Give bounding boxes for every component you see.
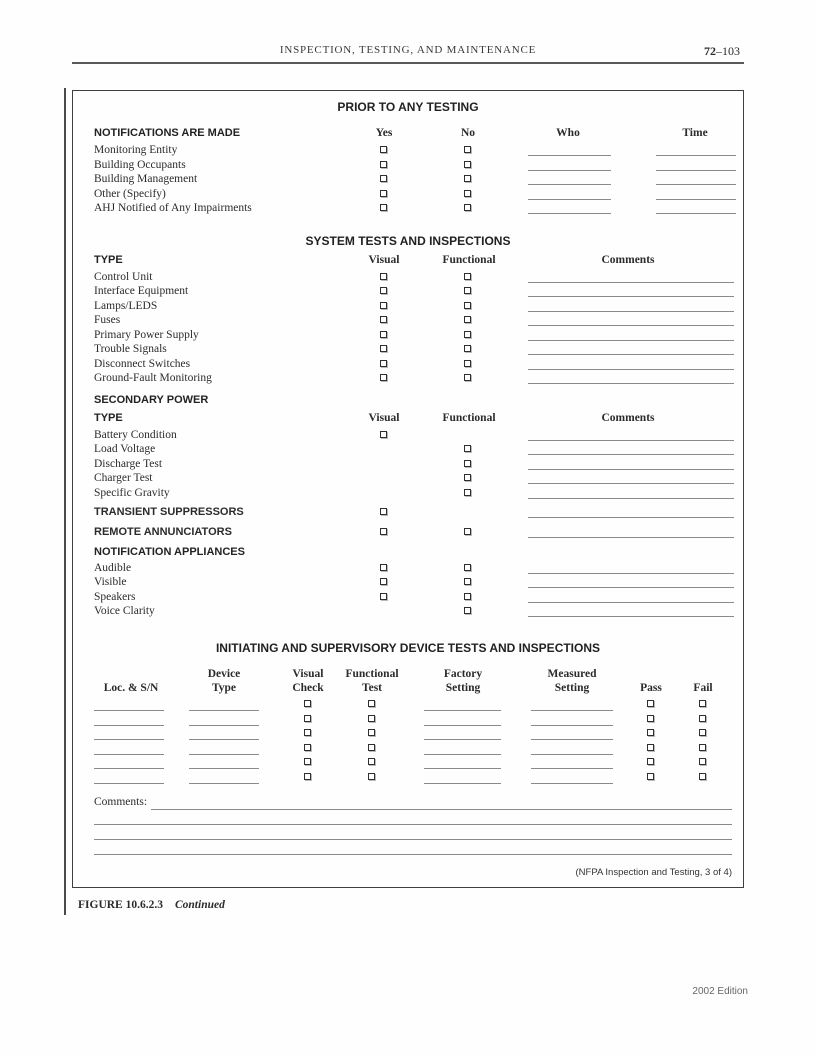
loc-sn-field[interactable] bbox=[94, 756, 164, 769]
fail-checkbox[interactable] bbox=[699, 758, 706, 765]
comments-field[interactable] bbox=[528, 284, 734, 297]
functional-checkbox[interactable] bbox=[464, 474, 471, 481]
device-row bbox=[73, 697, 743, 712]
functional-checkbox[interactable] bbox=[464, 316, 471, 323]
secondary-power-row bbox=[73, 428, 743, 443]
fail-checkbox[interactable] bbox=[699, 715, 706, 722]
comments-write-line[interactable] bbox=[151, 797, 732, 810]
system-tests-header-row bbox=[73, 254, 743, 268]
secondary-power-row bbox=[73, 457, 743, 472]
comments-field[interactable] bbox=[528, 561, 734, 574]
appliance-row bbox=[73, 590, 743, 605]
col-header-comments: Comments bbox=[601, 411, 655, 424]
loc-sn-field[interactable] bbox=[94, 698, 164, 711]
time-field[interactable] bbox=[656, 201, 736, 214]
who-field[interactable] bbox=[528, 187, 611, 200]
factory-setting-field[interactable] bbox=[424, 742, 501, 755]
pass-checkbox[interactable] bbox=[647, 758, 654, 765]
fail-checkbox[interactable] bbox=[699, 773, 706, 780]
visual-check-checkbox[interactable] bbox=[304, 758, 311, 765]
running-header bbox=[72, 44, 744, 60]
functional-checkbox[interactable] bbox=[464, 460, 471, 467]
type-label: TYPE bbox=[94, 411, 123, 424]
visual-checkbox[interactable] bbox=[380, 287, 387, 294]
visual-checkbox[interactable] bbox=[380, 331, 387, 338]
visual-check-checkbox[interactable] bbox=[304, 700, 311, 707]
row-label: Audible bbox=[94, 561, 132, 574]
col-header-device-type: Device Type bbox=[207, 668, 241, 694]
yes-checkbox[interactable] bbox=[380, 161, 387, 168]
comments-field[interactable] bbox=[528, 442, 734, 455]
col-header-functional: Functional bbox=[442, 411, 496, 424]
notification-row bbox=[73, 201, 743, 216]
inspection-form bbox=[72, 90, 744, 888]
visual-checkbox[interactable] bbox=[380, 273, 387, 280]
row-label: Load Voltage bbox=[94, 443, 156, 455]
col-header-pass: Pass bbox=[640, 681, 662, 694]
row-label: Primary Power Supply bbox=[94, 328, 199, 341]
page-number-page: –103 bbox=[716, 44, 740, 58]
row-label: AHJ Notified of Any Impairments bbox=[94, 202, 252, 214]
pass-checkbox[interactable] bbox=[647, 729, 654, 736]
figure-label: FIGURE 10.6.2.3 bbox=[78, 899, 163, 911]
row-label: Ground-Fault Monitoring bbox=[94, 372, 212, 384]
time-field[interactable] bbox=[656, 187, 736, 200]
yes-checkbox[interactable] bbox=[380, 146, 387, 153]
who-field[interactable] bbox=[528, 172, 611, 185]
functional-checkbox[interactable] bbox=[464, 302, 471, 309]
measured-setting-field[interactable] bbox=[531, 727, 613, 740]
measured-setting-field[interactable] bbox=[531, 698, 613, 711]
comments-field[interactable] bbox=[528, 604, 734, 617]
secondary-power-header-row bbox=[73, 412, 743, 426]
device-type-field[interactable] bbox=[189, 771, 259, 784]
visual-checkbox[interactable] bbox=[380, 360, 387, 367]
device-type-field[interactable] bbox=[189, 756, 259, 769]
appliance-row bbox=[73, 604, 743, 619]
row-label: Voice Clarity bbox=[94, 605, 155, 617]
visual-checkbox[interactable] bbox=[380, 345, 387, 352]
comments-field[interactable] bbox=[528, 590, 734, 603]
functional-test-checkbox[interactable] bbox=[368, 744, 375, 751]
col-header-who: Who bbox=[556, 127, 580, 139]
comments-field[interactable] bbox=[528, 525, 734, 538]
notification-row bbox=[73, 143, 743, 158]
measured-setting-field[interactable] bbox=[531, 771, 613, 784]
edition-label: 2002 Edition bbox=[692, 986, 748, 997]
device-row bbox=[73, 712, 743, 727]
functional-checkbox[interactable] bbox=[464, 489, 471, 496]
loc-sn-field[interactable] bbox=[94, 771, 164, 784]
device-type-field[interactable] bbox=[189, 698, 259, 711]
appliance-row bbox=[73, 561, 743, 576]
row-label: Control Unit bbox=[94, 270, 153, 283]
functional-checkbox[interactable] bbox=[464, 273, 471, 280]
comments-field[interactable] bbox=[528, 328, 734, 341]
row-label: Lamps/LEDS bbox=[94, 299, 158, 312]
notification-row bbox=[73, 172, 743, 187]
row-label: Monitoring Entity bbox=[94, 144, 178, 156]
row-label: Discharge Test bbox=[94, 457, 163, 470]
col-header-visual: Visual bbox=[368, 411, 400, 424]
comments-write-line[interactable] bbox=[94, 840, 732, 855]
row-label: Building Management bbox=[94, 173, 198, 185]
functional-checkbox[interactable] bbox=[464, 528, 471, 535]
col-header-factory-setting: Factory Setting bbox=[443, 668, 483, 694]
comments-row bbox=[94, 795, 732, 810]
functional-checkbox[interactable] bbox=[464, 331, 471, 338]
measured-setting-field[interactable] bbox=[531, 742, 613, 755]
visual-checkbox[interactable] bbox=[380, 374, 387, 381]
functional-checkbox[interactable] bbox=[464, 287, 471, 294]
system-test-row bbox=[73, 328, 743, 343]
factory-setting-field[interactable] bbox=[424, 698, 501, 711]
figure-caption bbox=[78, 899, 225, 911]
page-number-volume: 72 bbox=[704, 44, 716, 58]
row-label: TRANSIENT SUPPRESSORS bbox=[94, 506, 244, 518]
functional-checkbox[interactable] bbox=[464, 593, 471, 600]
functional-test-checkbox[interactable] bbox=[368, 773, 375, 780]
fail-checkbox[interactable] bbox=[699, 729, 706, 736]
functional-checkbox[interactable] bbox=[464, 578, 471, 585]
device-row bbox=[73, 741, 743, 756]
transient-suppressors-row bbox=[73, 505, 743, 520]
measured-setting-field[interactable] bbox=[531, 713, 613, 726]
visual-checkbox[interactable] bbox=[380, 508, 387, 515]
pass-checkbox[interactable] bbox=[647, 744, 654, 751]
fail-checkbox[interactable] bbox=[699, 744, 706, 751]
page-number bbox=[704, 44, 740, 59]
col-header-functional: Functional bbox=[442, 253, 496, 266]
device-type-field[interactable] bbox=[189, 713, 259, 726]
device-type-field[interactable] bbox=[189, 742, 259, 755]
functional-test-checkbox[interactable] bbox=[368, 700, 375, 707]
system-test-row bbox=[73, 357, 743, 372]
time-field[interactable] bbox=[656, 172, 736, 185]
functional-checkbox[interactable] bbox=[464, 564, 471, 571]
row-label: Speakers bbox=[94, 590, 136, 603]
comments-field[interactable] bbox=[528, 299, 734, 312]
who-field[interactable] bbox=[528, 158, 611, 171]
no-checkbox[interactable] bbox=[464, 175, 471, 182]
row-label: Building Occupants bbox=[94, 158, 186, 171]
notification-row bbox=[73, 158, 743, 173]
visual-check-checkbox[interactable] bbox=[304, 715, 311, 722]
comments-label: Comments: bbox=[94, 796, 148, 808]
pass-checkbox[interactable] bbox=[647, 700, 654, 707]
visual-checkbox[interactable] bbox=[380, 593, 387, 600]
section-title-prior-testing: PRIOR TO ANY TESTING bbox=[337, 100, 479, 114]
header-rule bbox=[72, 62, 744, 64]
row-label: Other (Specify) bbox=[94, 187, 166, 200]
col-header-functional-test: Functional Test bbox=[345, 668, 399, 694]
comments-field[interactable] bbox=[528, 357, 734, 370]
yes-checkbox[interactable] bbox=[380, 190, 387, 197]
comments-field[interactable] bbox=[528, 270, 734, 283]
no-checkbox[interactable] bbox=[464, 146, 471, 153]
pass-checkbox[interactable] bbox=[647, 715, 654, 722]
factory-setting-field[interactable] bbox=[424, 713, 501, 726]
functional-test-checkbox[interactable] bbox=[368, 715, 375, 722]
notifications-made-label: NOTIFICATIONS ARE MADE bbox=[94, 127, 241, 139]
factory-setting-field[interactable] bbox=[424, 771, 501, 784]
who-field[interactable] bbox=[528, 143, 611, 156]
visual-check-checkbox[interactable] bbox=[304, 773, 311, 780]
comments-field[interactable] bbox=[528, 471, 734, 484]
device-row bbox=[73, 770, 743, 785]
who-field[interactable] bbox=[528, 201, 611, 214]
visual-checkbox[interactable] bbox=[380, 528, 387, 535]
system-test-row bbox=[73, 371, 743, 386]
row-label: Disconnect Switches bbox=[94, 357, 191, 370]
comments-field[interactable] bbox=[528, 371, 734, 384]
loc-sn-field[interactable] bbox=[94, 713, 164, 726]
visual-check-checkbox[interactable] bbox=[304, 729, 311, 736]
pass-checkbox[interactable] bbox=[647, 773, 654, 780]
functional-test-checkbox[interactable] bbox=[368, 758, 375, 765]
col-header-comments: Comments bbox=[601, 253, 655, 266]
row-label: Fuses bbox=[94, 314, 121, 326]
functional-test-checkbox[interactable] bbox=[368, 729, 375, 736]
loc-sn-field[interactable] bbox=[94, 742, 164, 755]
functional-checkbox[interactable] bbox=[464, 345, 471, 352]
col-header-time: Time bbox=[682, 127, 708, 139]
comments-field[interactable] bbox=[528, 505, 734, 518]
no-checkbox[interactable] bbox=[464, 190, 471, 197]
comments-field[interactable] bbox=[528, 342, 734, 355]
col-header-yes: Yes bbox=[375, 127, 393, 139]
col-header-visual-check: Visual Check bbox=[292, 668, 324, 694]
visual-checkbox[interactable] bbox=[380, 431, 387, 438]
row-label: Specific Gravity bbox=[94, 486, 170, 499]
system-test-row bbox=[73, 313, 743, 328]
device-type-field[interactable] bbox=[189, 727, 259, 740]
row-label: Visible bbox=[94, 576, 127, 588]
system-test-row bbox=[73, 299, 743, 314]
comments-field[interactable] bbox=[528, 313, 734, 326]
col-header-no: No bbox=[460, 127, 476, 139]
time-field[interactable] bbox=[656, 143, 736, 156]
no-checkbox[interactable] bbox=[464, 204, 471, 211]
row-label: REMOTE ANNUNCIATORS bbox=[94, 526, 232, 538]
visual-check-checkbox[interactable] bbox=[304, 744, 311, 751]
section-title-secondary-power: SECONDARY POWER bbox=[94, 393, 209, 406]
factory-setting-field[interactable] bbox=[424, 756, 501, 769]
comments-field[interactable] bbox=[528, 575, 734, 588]
col-header-visual: Visual bbox=[368, 253, 400, 266]
secondary-power-row bbox=[73, 471, 743, 486]
comments-field[interactable] bbox=[528, 486, 734, 499]
functional-checkbox[interactable] bbox=[464, 360, 471, 367]
type-label: TYPE bbox=[94, 253, 123, 266]
section-title-device-tests: INITIATING AND SUPERVISORY DEVICE TESTS AND INSPECTIONS bbox=[215, 640, 601, 655]
page-header-title: INSPECTION, TESTING, AND MAINTENANCE bbox=[279, 44, 537, 56]
col-header-fail: Fail bbox=[693, 681, 713, 694]
comments-field[interactable] bbox=[528, 457, 734, 470]
functional-checkbox[interactable] bbox=[464, 374, 471, 381]
comments-write-line[interactable] bbox=[94, 825, 732, 840]
secondary-power-row bbox=[73, 486, 743, 501]
col-header-loc-sn: Loc. & S/N bbox=[103, 681, 159, 694]
system-test-row bbox=[73, 342, 743, 357]
row-label: Charger Test bbox=[94, 472, 153, 484]
yes-checkbox[interactable] bbox=[380, 204, 387, 211]
measured-setting-field[interactable] bbox=[531, 756, 613, 769]
system-test-row bbox=[73, 270, 743, 285]
functional-checkbox[interactable] bbox=[464, 607, 471, 614]
functional-checkbox[interactable] bbox=[464, 445, 471, 452]
time-field[interactable] bbox=[656, 158, 736, 171]
yes-checkbox[interactable] bbox=[380, 175, 387, 182]
factory-setting-field[interactable] bbox=[424, 727, 501, 740]
row-label: Battery Condition bbox=[94, 428, 177, 441]
system-test-row bbox=[73, 284, 743, 299]
change-bar bbox=[64, 88, 66, 915]
visual-checkbox[interactable] bbox=[380, 302, 387, 309]
notification-row bbox=[73, 187, 743, 202]
row-label: Trouble Signals bbox=[94, 343, 167, 355]
visual-checkbox[interactable] bbox=[380, 316, 387, 323]
section-title-system-tests: SYSTEM TESTS AND INSPECTIONS bbox=[305, 233, 511, 248]
loc-sn-field[interactable] bbox=[94, 727, 164, 740]
remote-annunciators-row bbox=[73, 525, 743, 540]
col-header-measured-setting: Measured Setting bbox=[547, 668, 597, 694]
no-checkbox[interactable] bbox=[464, 161, 471, 168]
notifications-header-row bbox=[73, 127, 743, 141]
section-title-notification-appliances: NOTIFICATION APPLIANCES bbox=[94, 546, 245, 558]
row-label: Interface Equipment bbox=[94, 285, 189, 297]
device-row bbox=[73, 726, 743, 741]
comments-write-line[interactable] bbox=[94, 810, 732, 825]
comments-field[interactable] bbox=[528, 428, 734, 441]
fail-checkbox[interactable] bbox=[699, 700, 706, 707]
visual-checkbox[interactable] bbox=[380, 564, 387, 571]
device-row bbox=[73, 755, 743, 770]
figure-continued-label: Continued bbox=[174, 899, 225, 911]
device-table-header bbox=[73, 668, 743, 695]
form-page-note: (NFPA Inspection and Testing, 3 of 4) bbox=[575, 867, 732, 878]
visual-checkbox[interactable] bbox=[380, 578, 387, 585]
appliance-row bbox=[73, 575, 743, 590]
secondary-power-row bbox=[73, 442, 743, 457]
